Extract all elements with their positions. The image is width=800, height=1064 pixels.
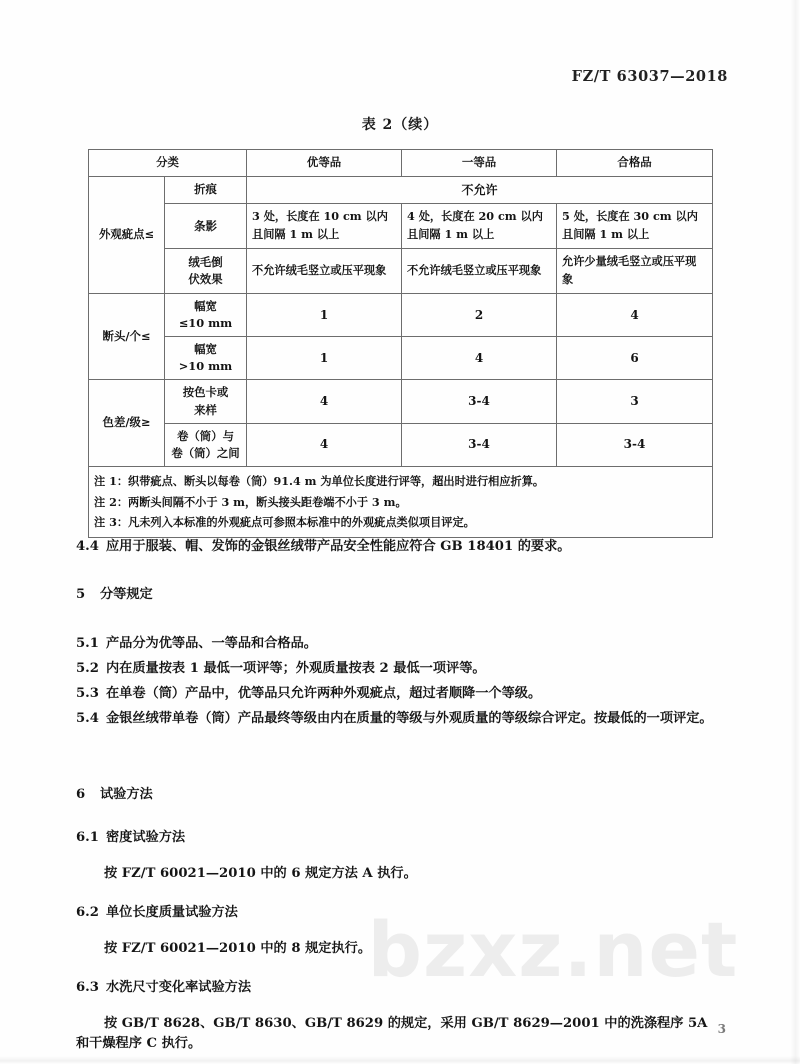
table-notes — [89, 466, 713, 537]
spec-table-container — [88, 149, 712, 538]
cell-pile-lay-first-grade: 不允许绒毛竖立或压平现象 — [402, 249, 557, 294]
page-edge-shadow-bottom — [0, 1056, 800, 1064]
clause-4-4-number: 4.4 — [76, 539, 99, 554]
clause-6-2-heading-paragraph — [76, 903, 724, 923]
column-header-premium: 优等品 — [247, 150, 402, 177]
clause-5-1 — [76, 634, 724, 654]
group-label-broken-ends: 断头/个≤ — [89, 293, 165, 379]
section-5-number: 5 — [76, 587, 86, 602]
clause-4-4-text: 应用于服装、帽、发饰的金银丝绒带产品安全性能应符合 GB 18401 的要求。 — [106, 539, 571, 554]
table-row — [89, 337, 713, 380]
clause-6-3-body — [76, 1014, 724, 1055]
clause-5-4 — [76, 709, 724, 729]
sub-label-roll-to-roll — [165, 423, 247, 466]
clause-6-2-title: 单位长度质量试验方法 — [106, 905, 238, 920]
group-label-color-difference: 色差/级≥ — [89, 380, 165, 466]
cell-roll-to-roll-qualified: 3-4 — [557, 423, 713, 466]
spec-table — [88, 149, 713, 538]
table-notes-row — [89, 466, 713, 537]
clause-5-2-text: 内在质量按表 1 最低一项评等；外观质量按表 2 最低一项评等。 — [106, 661, 486, 676]
clause-4-4 — [76, 537, 724, 557]
sub-label-width-le10-line1: 幅宽 — [194, 298, 217, 313]
section-6-heading-paragraph — [76, 785, 724, 805]
clause-6-1-text-paragraph: 按 FZ/T 60021—2010 中的 6 规定方法 A 执行。 — [104, 866, 417, 881]
table-row — [89, 176, 713, 204]
sub-label-pile-lay-line2: 伏效果 — [188, 272, 223, 287]
sub-label-width-le10-line2: ≤10 mm — [178, 316, 233, 331]
clause-6-2-text-paragraph: 按 FZ/T 60021—2010 中的 8 规定执行。 — [104, 941, 372, 956]
clause-6-2-body — [76, 939, 752, 959]
sub-label-width-gt10-line1: 幅宽 — [194, 342, 217, 357]
cell-streak-qualified: 5 处，长度在 30 cm 以内且间隔 1 m 以上 — [557, 204, 713, 249]
document-header-standard-code: FZ/T 63037—2018 — [571, 68, 728, 85]
clause-6-3-title: 水洗尺寸变化率试验方法 — [106, 980, 252, 995]
clause-5-4-number: 5.4 — [76, 711, 99, 726]
table-row — [89, 380, 713, 423]
table-header-row — [89, 150, 713, 177]
cell-pile-lay-premium: 不允许绒毛竖立或压平现象 — [247, 249, 402, 294]
cell-roll-to-roll-premium: 4 — [247, 423, 402, 466]
sub-label-width-gt10 — [165, 337, 247, 380]
table-row — [89, 204, 713, 249]
cell-streak-first-grade: 4 处，长度在 20 cm 以内且间隔 1 m 以上 — [402, 204, 557, 249]
cell-width-gt10-qualified: 6 — [557, 337, 713, 380]
clause-5-1-paragraph — [76, 634, 724, 654]
table-caption: 表 2（续） — [361, 117, 439, 133]
sub-label-roll-to-roll-line2: 卷（筒）之间 — [171, 445, 240, 460]
clause-5-4-paragraph — [76, 709, 724, 729]
sub-label-color-card — [165, 380, 247, 423]
table-row — [89, 249, 713, 294]
clause-5-3-paragraph — [76, 684, 724, 704]
clause-5-2 — [76, 659, 724, 679]
sub-label-color-card-line2: 来样 — [194, 402, 217, 417]
cell-width-gt10-first-grade: 4 — [402, 337, 557, 380]
page-edge-shadow-right — [790, 0, 800, 1064]
sub-label-crease: 折痕 — [165, 176, 247, 204]
clause-6-1-body — [76, 864, 752, 884]
section-5-heading-paragraph — [76, 585, 724, 605]
column-header-first-grade: 一等品 — [402, 150, 557, 177]
sub-label-width-le10 — [165, 293, 247, 336]
clause-5-2-number: 5.2 — [76, 661, 99, 676]
section-6-number: 6 — [76, 787, 86, 802]
section-6-heading — [76, 785, 724, 805]
clause-6-3-text-paragraph: 按 GB/T 8628、GB/T 8630、GB/T 8629 的规定，采用 GB/T 8629—2001 中的洗涤程序 5A 和干燥程序 C 执行。 — [76, 1016, 708, 1052]
cell-width-le10-first-grade: 2 — [402, 293, 557, 336]
cell-width-le10-qualified: 4 — [557, 293, 713, 336]
sub-label-roll-to-roll-line1: 卷（筒）与 — [177, 428, 234, 443]
clause-6-1-heading-paragraph — [76, 828, 724, 848]
clause-5-3 — [76, 684, 724, 704]
section-5-heading — [76, 585, 724, 605]
table-row — [89, 423, 713, 466]
clause-6-1-title: 密度试验方法 — [106, 830, 186, 845]
cell-color-card-first-grade: 3-4 — [402, 380, 557, 423]
cell-roll-to-roll-first-grade: 3-4 — [402, 423, 557, 466]
column-header-qualified: 合格品 — [557, 150, 713, 177]
section-5-title: 分等规定 — [100, 587, 153, 602]
sub-label-pile-lay-line1: 绒毛倒 — [188, 254, 223, 269]
table-note-3: 注 3：凡未列入本标准的外观疵点可参照本标准中的外观疵点类似项目评定。 — [94, 515, 475, 530]
sub-label-color-card-line1: 按色卡或 — [182, 385, 229, 400]
clause-5-1-text: 产品分为优等品、一等品和合格品。 — [106, 636, 317, 651]
cell-color-card-qualified: 3 — [557, 380, 713, 423]
cell-crease-merged: 不允许 — [247, 176, 713, 204]
sub-label-streak: 条影 — [165, 204, 247, 249]
clause-6-3-heading-paragraph — [76, 978, 724, 998]
sub-label-pile-lay — [165, 249, 247, 294]
sub-label-width-gt10-line2: >10 mm — [178, 359, 233, 374]
table-row — [89, 293, 713, 336]
cell-width-gt10-premium: 1 — [247, 337, 402, 380]
clause-4-4-paragraph — [76, 537, 724, 557]
page-number: 3 — [717, 1022, 726, 1036]
clause-5-3-text: 在单卷（筒）产品中，优等品只允许两种外观疵点，超过者顺降一个等级。 — [106, 686, 542, 701]
table-note-1: 注 1：织带疵点、断头以每卷（筒）91.4 m 为单位长度进行评等，超出时进行相应折算。 — [94, 473, 545, 488]
clause-5-4-text: 金银丝绒带单卷（筒）产品最终等级由内在质量的等级与外观质量的等级综合评定。按最低的一项评定。 — [106, 711, 713, 726]
cell-width-le10-premium: 1 — [247, 293, 402, 336]
clause-6-2-heading — [76, 903, 724, 923]
clause-5-1-number: 5.1 — [76, 636, 99, 651]
table-note-2: 注 2：两断头间隔不小于 3 m，断头接头距卷端不小于 3 m。 — [94, 494, 407, 509]
clause-6-3-number: 6.3 — [76, 980, 99, 995]
section-6-title: 试验方法 — [100, 787, 153, 802]
clause-6-1-number: 6.1 — [76, 830, 99, 845]
group-label-appearance-defects: 外观疵点≤ — [89, 176, 165, 293]
watermark-bzxz: bzxz.net — [367, 905, 739, 994]
cell-streak-premium: 3 处，长度在 10 cm 以内且间隔 1 m 以上 — [247, 204, 402, 249]
column-header-category: 分类 — [89, 150, 247, 177]
cell-color-card-premium: 4 — [247, 380, 402, 423]
clause-5-3-number: 5.3 — [76, 686, 99, 701]
clause-6-2-number: 6.2 — [76, 905, 99, 920]
clause-6-1-heading — [76, 828, 724, 848]
cell-pile-lay-qualified: 允许少量绒毛竖立或压平现象 — [557, 249, 713, 294]
clause-5-2-paragraph — [76, 659, 724, 679]
clause-6-3-heading — [76, 978, 724, 998]
